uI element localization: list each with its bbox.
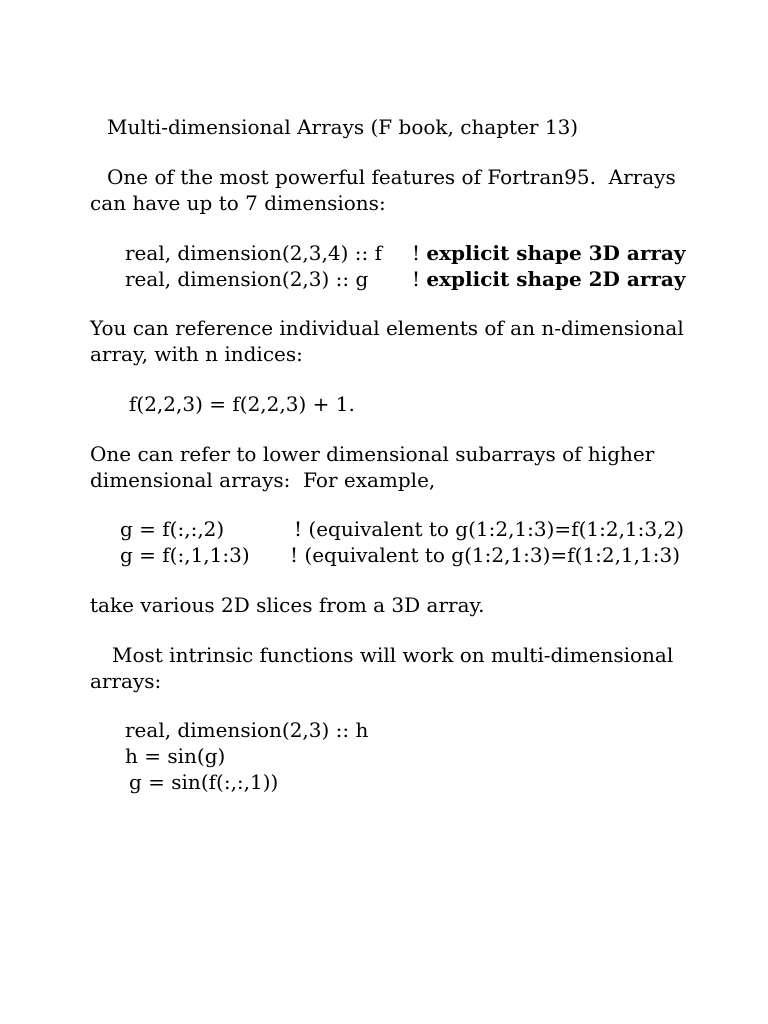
intrinsic-example-1: real, dimension(2,3) :: h (125, 718, 369, 742)
declaration-code-g: real, dimension(2,3) :: g (125, 267, 369, 291)
reference-line-1: You can reference individual elements of an n-dimensional (90, 316, 684, 340)
comment-text: explicit shape 3D array (426, 241, 686, 265)
intrinsic-line-2: arrays: (90, 669, 162, 693)
intrinsic-line-1: Most intrinsic functions will work on multi-dimensional (112, 643, 674, 667)
reference-line-2: array, with n indices: (90, 342, 303, 366)
intrinsic-example-2: h = sin(g) (125, 744, 226, 768)
intrinsic-example-3: g = sin(f(:,:,1)) (129, 770, 279, 794)
intro-line-1: One of the most powerful features of Fortran95. Arrays (107, 165, 676, 189)
subarray-line-2: dimensional arrays: For example, (90, 468, 436, 492)
subarray-comment-1: ! (equivalent to g(1:2,1:3)=f(1:2,1:3,2) (294, 517, 684, 541)
slices-text: take various 2D slices from a 3D array. (90, 593, 485, 617)
page-title: Multi-dimensional Arrays (F book, chapter 13) (107, 115, 579, 139)
comment-prefix: ! (412, 241, 427, 265)
declaration-comment-f (412, 240, 685, 266)
subarray-code-1: g = f(:,:,2) (120, 517, 225, 541)
subarray-code-2: g = f(:,1,1:3) (120, 543, 250, 567)
subarray-line-1: One can refer to lower dimensional subarrays of higher (90, 442, 655, 466)
declaration-comment-g (412, 266, 685, 292)
declaration-code-f: real, dimension(2,3,4) :: f (125, 241, 382, 265)
reference-example: f(2,2,3) = f(2,2,3) + 1. (129, 392, 355, 416)
comment-prefix: ! (412, 267, 427, 291)
subarray-comment-2: ! (equivalent to g(1:2,1:3)=f(1:2,1,1:3) (290, 543, 680, 567)
intro-line-2: can have up to 7 dimensions: (90, 191, 386, 215)
comment-text: explicit shape 2D array (426, 267, 686, 291)
